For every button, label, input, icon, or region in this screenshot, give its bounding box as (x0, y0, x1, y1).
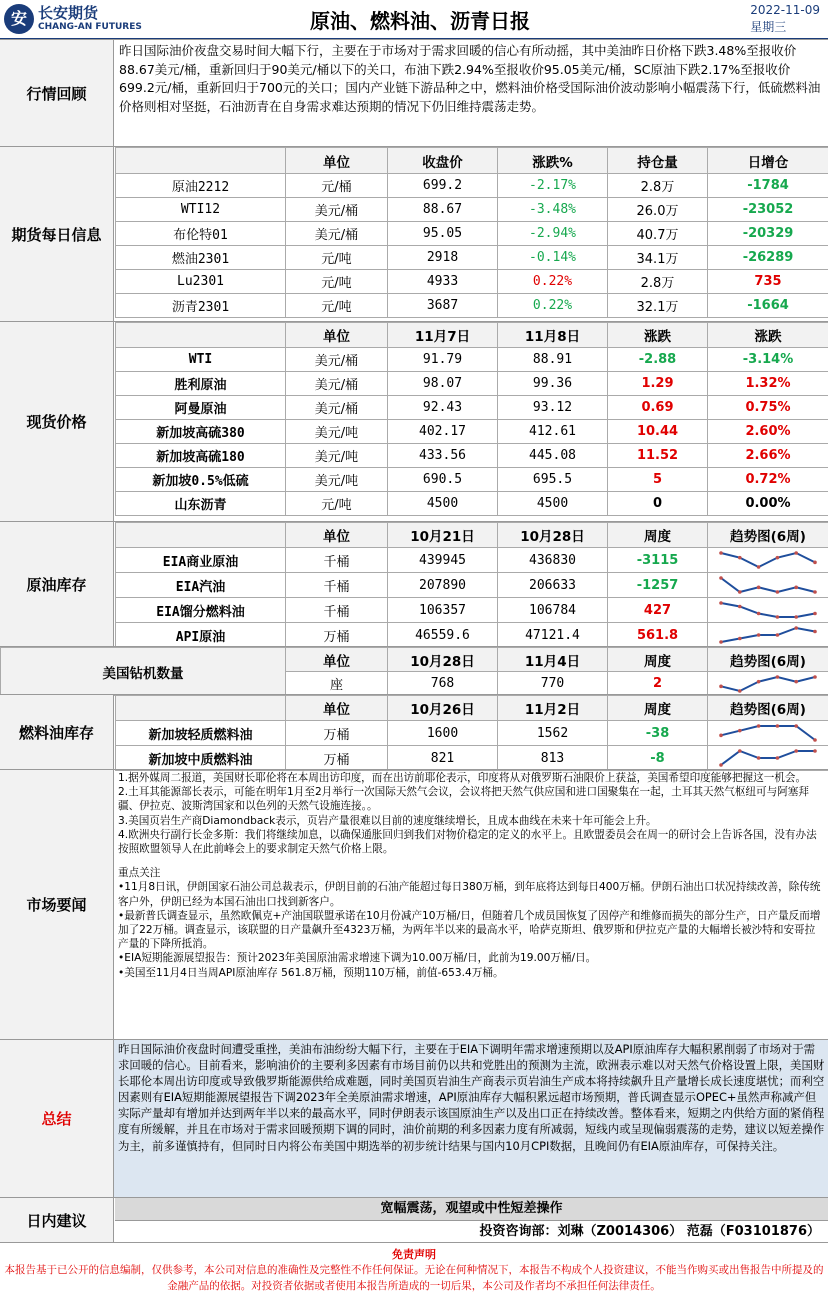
column-header: 11月2日 (498, 696, 608, 721)
column-header: 趋势图(6周) (708, 523, 828, 548)
trend-point (719, 551, 723, 555)
close-price: 4933 (388, 270, 498, 294)
trend-point (757, 612, 761, 616)
table-row (116, 746, 828, 771)
change-percent: -2.17% (498, 174, 608, 198)
table-row (116, 623, 828, 648)
trend-point (794, 626, 798, 630)
trend-chart (708, 721, 828, 746)
trend-point (776, 590, 780, 594)
table-header-row (116, 323, 828, 348)
report-date: 2022-11-09 星期三 (750, 3, 820, 34)
trend-point (776, 633, 780, 637)
section-review (0, 39, 828, 146)
trend-sparkline (718, 550, 818, 570)
open-interest: 34.1万 (608, 246, 708, 270)
spot-name: 阿曼原油 (116, 396, 286, 420)
trend-point (776, 556, 780, 560)
table-row (116, 573, 828, 598)
unit: 万桶 (286, 721, 388, 746)
contract-name: 沥青2301 (116, 294, 286, 318)
rig-count-name: 美国钻机数量 (1, 648, 286, 696)
price-day1: 402.17 (388, 420, 498, 444)
open-interest: 40.7万 (608, 222, 708, 246)
news-item: 2.土耳其能源部长表示，可能在明年1月至2月举行一次国际天然气会议，会议将把天然气供应国和进口国聚集在一起，土耳其天然气枢纽可与阿塞拜疆、伊拉克、波斯湾国家和以色列的天然气设施连接。。 (118, 786, 809, 813)
inventory-week1: 207890 (388, 573, 498, 598)
trend-point (794, 615, 798, 619)
inventory-name: EIA商业原油 (116, 548, 286, 573)
news-item: •11月8日讯，伊朗国家石油公司总裁表示，伊朗目前的石油产能超过每日380万桶，到年底将达到每日400万桶。伊朗石油出口状况持续改善，除传统客户外，伊朗已经为本国石油出口找到新客户。 (118, 881, 821, 908)
table-row (116, 198, 828, 222)
inventory-week2: 436830 (498, 548, 608, 573)
company-logo (4, 2, 142, 36)
price-change: 5 (608, 468, 708, 492)
price-change: 0 (608, 492, 708, 516)
open-interest: 2.8万 (608, 270, 708, 294)
trend-point (738, 689, 742, 693)
trend-point (738, 729, 742, 733)
trend-point (776, 756, 780, 760)
price-change: 1.29 (608, 372, 708, 396)
section-advice (0, 1197, 828, 1243)
news-item: •EIA短期能源展望报告：预计2023年美国原油需求增速下调为10.00万桶/日，此前为19.00万桶/日。 (118, 952, 597, 965)
spot-name: 胜利原油 (116, 372, 286, 396)
daily-oi-change: -1664 (708, 294, 828, 318)
table-row (116, 548, 828, 573)
news-item: 3.美国页岩生产商Diamondback表示，页岩产量很难以目前的速度继续增长，且成本曲线在未来十年可能会上升。 (118, 814, 657, 827)
price-day1: 92.43 (388, 396, 498, 420)
spot-name: 新加坡高硫380 (116, 420, 286, 444)
weekly-change: 561.8 (608, 623, 708, 648)
weekly-change: 2 (608, 672, 708, 696)
column-header: 持仓量 (608, 148, 708, 174)
column-header: 11月7日 (388, 323, 498, 348)
trend-point (813, 675, 817, 679)
inventory-week1: 1600 (388, 721, 498, 746)
trend-point (719, 576, 723, 580)
trend-point (757, 724, 761, 728)
open-interest: 2.8万 (608, 174, 708, 198)
price-day2: 412.61 (498, 420, 608, 444)
trend-point (738, 556, 742, 560)
close-price: 2918 (388, 246, 498, 270)
consultant-info: 投资咨询部：刘琳（Z0014306） 范磊（F03101876） (479, 1224, 820, 1239)
advice-label: 日内建议 (0, 1198, 114, 1242)
logo-en: CHANG-AN FUTURES (38, 22, 142, 32)
trend-line (721, 628, 815, 642)
crude-inv-label: 原油库存 (0, 522, 114, 646)
trend-point (776, 615, 780, 619)
table-row (116, 294, 828, 318)
trend-point (794, 679, 798, 683)
open-interest: 26.0万 (608, 198, 708, 222)
report-header (0, 0, 828, 40)
price-day2: 4500 (498, 492, 608, 516)
trend-point (738, 637, 742, 641)
inventory-week1: 439945 (388, 548, 498, 573)
change-percent: -2.94% (498, 222, 608, 246)
section-spot (0, 321, 828, 521)
section-futures (0, 146, 828, 321)
inventory-name: EIA汽油 (116, 573, 286, 598)
trend-sparkline (718, 723, 818, 743)
unit: 元/吨 (286, 294, 388, 318)
disclaimer-text: 本报告基于已公开的信息编制，仅供参考，本公司对信息的准确性及完整性不作任何保证。无论在何种情况下，本报告不构成个人投资建议，不能当作购买或出售报告中所提及的金融产品的依据。对投资者依据或者使用本报告所造成的一切后果，本公司及作者均不承担任何法律责任。 (4, 1264, 824, 1292)
summary-text: 昨日国际油价夜盘时间遭受重挫，美油布油纷纷大幅下行，主要在于EIA下调明年需求增速预期以及API原油库存大幅积累削弱了市场对于需求回暖的信心。目前看来，影响油价的主要利多因素有市场目前仍以共和党胜出的预测为主流，欧洲表示难以对天然气价格设置上限，美国财长耶伦本周出访印度或导致俄罗斯能源供给成难题，同时美国页岩油生产商表示页岩油生产成本将持续飙升且产量增长成长速度堪忧；而利空因素则有EIA短期能源展望报告下调2023年全美原油需求增速，API原油库存大幅积累远超市场预期，普氏调查显示OPEC+虽然声称减产但实际产量却有增加并达到两年半以来的最高水平，同时伊朗表示该国原油生产以及出口正在持续改善。整体看来，短期之内供给方面的紧俏程度有所缓解，并且在市场对于需求回暖预期下调的同时，油价前期的利多因素力度有所减弱，短线内或呈现偏弱震荡的走势，建议以短差操作为主，前多谨慎持有，但同时日内将公布美国中期选举的初步统计结果与国内10月CPI数据，且晚间仍有EIA原油库存，可保持关注。 (118, 1042, 825, 1153)
section-rig-count (0, 646, 828, 694)
column-header: 周度 (608, 696, 708, 721)
contract-name: 原油2212 (116, 174, 286, 198)
spot-label: 现货价格 (0, 322, 114, 521)
trend-point (738, 590, 742, 594)
column-header: 涨跌 (608, 323, 708, 348)
daily-oi-change: -23052 (708, 198, 828, 222)
unit: 千桶 (286, 548, 388, 573)
unit: 座 (286, 672, 388, 696)
trend-chart (708, 746, 828, 771)
trend-point (719, 640, 723, 644)
trend-point (757, 756, 761, 760)
change-percent: -3.48% (498, 198, 608, 222)
contract-name: Lu2301 (116, 270, 286, 294)
column-header: 收盘价 (388, 148, 498, 174)
column-header (116, 148, 286, 174)
table-row (116, 270, 828, 294)
trend-point (719, 601, 723, 605)
inventory-name: API原油 (116, 623, 286, 648)
unit: 美元/吨 (286, 444, 388, 468)
disclaimer-title: 免责声明 (392, 1248, 436, 1261)
table-row (116, 721, 828, 746)
column-header: 趋势图(6周) (708, 648, 828, 672)
page-title: 原油、燃料油、沥青日报 (310, 9, 530, 33)
price-day1: 91.79 (388, 348, 498, 372)
table-row (116, 174, 828, 198)
trend-point (813, 561, 817, 565)
trend-line (721, 751, 815, 765)
spot-table (115, 322, 828, 516)
price-change: -2.88 (608, 348, 708, 372)
trend-point (776, 724, 780, 728)
trend-line (721, 603, 815, 617)
table-header-row (116, 696, 828, 721)
close-price: 88.67 (388, 198, 498, 222)
column-header: 单位 (286, 648, 388, 672)
spot-name: WTI (116, 348, 286, 372)
contract-name: WTI12 (116, 198, 286, 222)
inventory-name: 新加坡轻质燃料油 (116, 721, 286, 746)
daily-oi-change: -26289 (708, 246, 828, 270)
table-row (116, 468, 828, 492)
trend-sparkline (718, 600, 818, 620)
table-header-row (116, 148, 828, 174)
table-row (116, 598, 828, 623)
price-change-percent: 2.60% (708, 420, 828, 444)
column-header: 周度 (608, 523, 708, 548)
column-header: 10月21日 (388, 523, 498, 548)
price-change: 11.52 (608, 444, 708, 468)
news-item: 重点关注 (118, 867, 161, 880)
price-change: 0.69 (608, 396, 708, 420)
trend-point (757, 633, 761, 637)
trend-point (757, 586, 761, 590)
section-crude-inventory (0, 521, 828, 646)
weekly-change: 427 (608, 598, 708, 623)
trend-point (813, 749, 817, 753)
weekly-change: -3115 (608, 548, 708, 573)
inventory-week2: 106784 (498, 598, 608, 623)
rig-week1: 768 (388, 672, 498, 696)
summary-label: 总结 (0, 1040, 114, 1197)
price-change-percent: 2.66% (708, 444, 828, 468)
trend-line (721, 553, 815, 567)
unit: 美元/桶 (286, 198, 388, 222)
column-header: 单位 (286, 323, 388, 348)
price-change-percent: -3.14% (708, 348, 828, 372)
price-change: 10.44 (608, 420, 708, 444)
logo-cn: 长安期货 (38, 4, 99, 22)
trend-point (794, 724, 798, 728)
weekly-change: -8 (608, 746, 708, 771)
rig-table (0, 647, 828, 696)
change-percent: -0.14% (498, 246, 608, 270)
unit: 元/吨 (286, 492, 388, 516)
close-price: 699.2 (388, 174, 498, 198)
trend-point (719, 734, 723, 738)
unit: 千桶 (286, 598, 388, 623)
trend-point (794, 551, 798, 555)
contract-name: 布伦特01 (116, 222, 286, 246)
unit: 元/吨 (286, 246, 388, 270)
column-header (116, 323, 286, 348)
column-header: 10月28日 (498, 523, 608, 548)
daily-oi-change: 735 (708, 270, 828, 294)
table-row (116, 420, 828, 444)
daily-oi-change: -1784 (708, 174, 828, 198)
trend-point (813, 738, 817, 742)
trend-chart (708, 548, 828, 573)
trend-sparkline (718, 625, 818, 645)
news-label: 市场要闻 (0, 770, 114, 1039)
column-header: 10月28日 (388, 648, 498, 672)
unit: 元/吨 (286, 270, 388, 294)
price-change-percent: 0.00% (708, 492, 828, 516)
news-item: •最新普氏调查显示，虽然欧佩克+产油国联盟承诺在10月份减产10万桶/日，但随着几个成员国恢复了因停产和维修而损失的部分生产，日产量反而增加了22万桶。调查显示，该联盟的日产量飙升至4323万桶，为两年半以来的最高水平，哈萨克斯坦、俄罗斯和伊拉克产量的大幅增长被沙特和安哥拉产量的下降所抵消。 (118, 909, 821, 951)
weekly-change: -38 (608, 721, 708, 746)
futures-label: 期货每日信息 (0, 147, 114, 321)
inventory-name: 新加坡中质燃料油 (116, 746, 286, 771)
table-row (116, 222, 828, 246)
column-header: 10月26日 (388, 696, 498, 721)
news-item: 4.欧洲央行副行长金多斯：我们将继续加息，以确保通胀回归到我们对物价稳定的定义的水平上。且欧盟委员会在周一的研讨会上告诉各国，没有办法按照欧盟领导人在此前峰会上的要求制定天然气价格上限。 (118, 828, 817, 856)
table-row (116, 444, 828, 468)
section-fuel-inventory (0, 694, 828, 769)
news-item: •美国至11月4日当周API原油库存 561.8万桶，预期110万桶，前值-653.4万桶。 (118, 966, 504, 979)
price-day2: 445.08 (498, 444, 608, 468)
price-day1: 98.07 (388, 372, 498, 396)
table-header-row (116, 523, 828, 548)
weekly-change: -1257 (608, 573, 708, 598)
column-header: 单位 (286, 696, 388, 721)
price-day1: 4500 (388, 492, 498, 516)
table-header-row (1, 648, 828, 672)
spot-name: 新加坡高硫180 (116, 444, 286, 468)
price-day1: 690.5 (388, 468, 498, 492)
trend-line (721, 726, 815, 740)
column-header: 周度 (608, 648, 708, 672)
trend-chart (708, 598, 828, 623)
inventory-name: EIA馏分燃料油 (116, 598, 286, 623)
table-row (116, 246, 828, 270)
price-change-percent: 1.32% (708, 372, 828, 396)
unit: 美元/桶 (286, 372, 388, 396)
contract-name: 燃油2301 (116, 246, 286, 270)
table-row (116, 492, 828, 516)
trend-line (721, 578, 815, 592)
column-header: 涨跌% (498, 148, 608, 174)
news-list (115, 770, 828, 1039)
spot-name: 新加坡0.5%低硫 (116, 468, 286, 492)
trend-point (719, 684, 723, 688)
crude-inv-table (115, 522, 828, 648)
unit: 千桶 (286, 573, 388, 598)
daily-oi-change: -20329 (708, 222, 828, 246)
column-header (116, 696, 286, 721)
change-percent: 0.22% (498, 270, 608, 294)
fuel-inv-table (115, 695, 828, 771)
logo-icon: 安 (4, 4, 34, 34)
trend-point (813, 612, 817, 616)
price-day1: 433.56 (388, 444, 498, 468)
price-day2: 93.12 (498, 396, 608, 420)
price-change-percent: 0.72% (708, 468, 828, 492)
trend-sparkline (718, 674, 818, 694)
inventory-week2: 813 (498, 746, 608, 771)
unit: 万桶 (286, 623, 388, 648)
advice-text: 宽幅震荡，观望或中性短差操作 (115, 1198, 828, 1221)
column-header: 涨跌 (708, 323, 828, 348)
unit: 美元/吨 (286, 468, 388, 492)
fuel-inv-label: 燃料油库存 (0, 695, 114, 769)
column-header (116, 523, 286, 548)
trend-point (738, 605, 742, 609)
close-price: 95.05 (388, 222, 498, 246)
unit: 元/桶 (286, 174, 388, 198)
trend-sparkline (718, 748, 818, 768)
review-text: 昨日国际油价夜盘交易时间大幅下行，主要在于市场对于需求回暖的信心有所动摇，其中美油昨日价格下跌3.48%至报收价88.67美元/桶，重新回归于90美元/桶以下的关口，布油下跌2.94%至报收价95.05美元/桶，SC原油下跌2.17%至报收价699.2元/桶，重新回归于700元的关口；国内产业链下游品种之中，燃料油价格受国际油价波动影响小幅震荡下行，低硫燃料油价格则相对坚挺，石油沥青在自身需求难达预期的情况下仍旧维持震荡走势。 (119, 43, 821, 114)
trend-sparkline (718, 575, 818, 595)
inventory-week2: 47121.4 (498, 623, 608, 648)
price-day2: 88.91 (498, 348, 608, 372)
unit: 美元/桶 (286, 348, 388, 372)
section-news (0, 769, 828, 1039)
unit: 美元/桶 (286, 222, 388, 246)
trend-point (757, 679, 761, 683)
unit: 美元/桶 (286, 396, 388, 420)
column-header: 单位 (286, 148, 388, 174)
price-change-percent: 0.75% (708, 396, 828, 420)
price-day2: 695.5 (498, 468, 608, 492)
trend-point (794, 586, 798, 590)
trend-chart (708, 672, 828, 696)
table-row (116, 372, 828, 396)
inventory-week2: 206633 (498, 573, 608, 598)
inventory-week1: 46559.6 (388, 623, 498, 648)
trend-point (794, 749, 798, 753)
column-header: 单位 (286, 523, 388, 548)
unit: 万桶 (286, 746, 388, 771)
open-interest: 32.1万 (608, 294, 708, 318)
trend-point (757, 565, 761, 569)
price-day2: 99.36 (498, 372, 608, 396)
trend-point (719, 763, 723, 767)
column-header: 趋势图(6周) (708, 696, 828, 721)
unit: 美元/吨 (286, 420, 388, 444)
inventory-week2: 1562 (498, 721, 608, 746)
trend-chart (708, 573, 828, 598)
change-percent: 0.22% (498, 294, 608, 318)
column-header: 11月4日 (498, 648, 608, 672)
news-item: 1.据外媒周二报道，美国财长耶伦将在本周出访印度，而在出访前耶伦表示，印度将从对俄罗斯石油限价上获益，美国希望印度能够把握这一机会。 (118, 772, 807, 784)
spot-name: 山东沥青 (116, 492, 286, 516)
trend-point (776, 675, 780, 679)
trend-point (813, 630, 817, 634)
column-header: 日增仓 (708, 148, 828, 174)
column-header: 11月8日 (498, 323, 608, 348)
table-row (116, 348, 828, 372)
news-item (118, 856, 825, 866)
inventory-week1: 106357 (388, 598, 498, 623)
section-summary (0, 1039, 828, 1197)
review-label: 行情回顾 (0, 40, 114, 146)
trend-point (813, 590, 817, 594)
rig-week2: 770 (498, 672, 608, 696)
inventory-week1: 821 (388, 746, 498, 771)
close-price: 3687 (388, 294, 498, 318)
trend-chart (708, 623, 828, 648)
trend-point (738, 749, 742, 753)
trend-line (721, 677, 815, 691)
futures-table (115, 147, 828, 318)
table-row (116, 396, 828, 420)
